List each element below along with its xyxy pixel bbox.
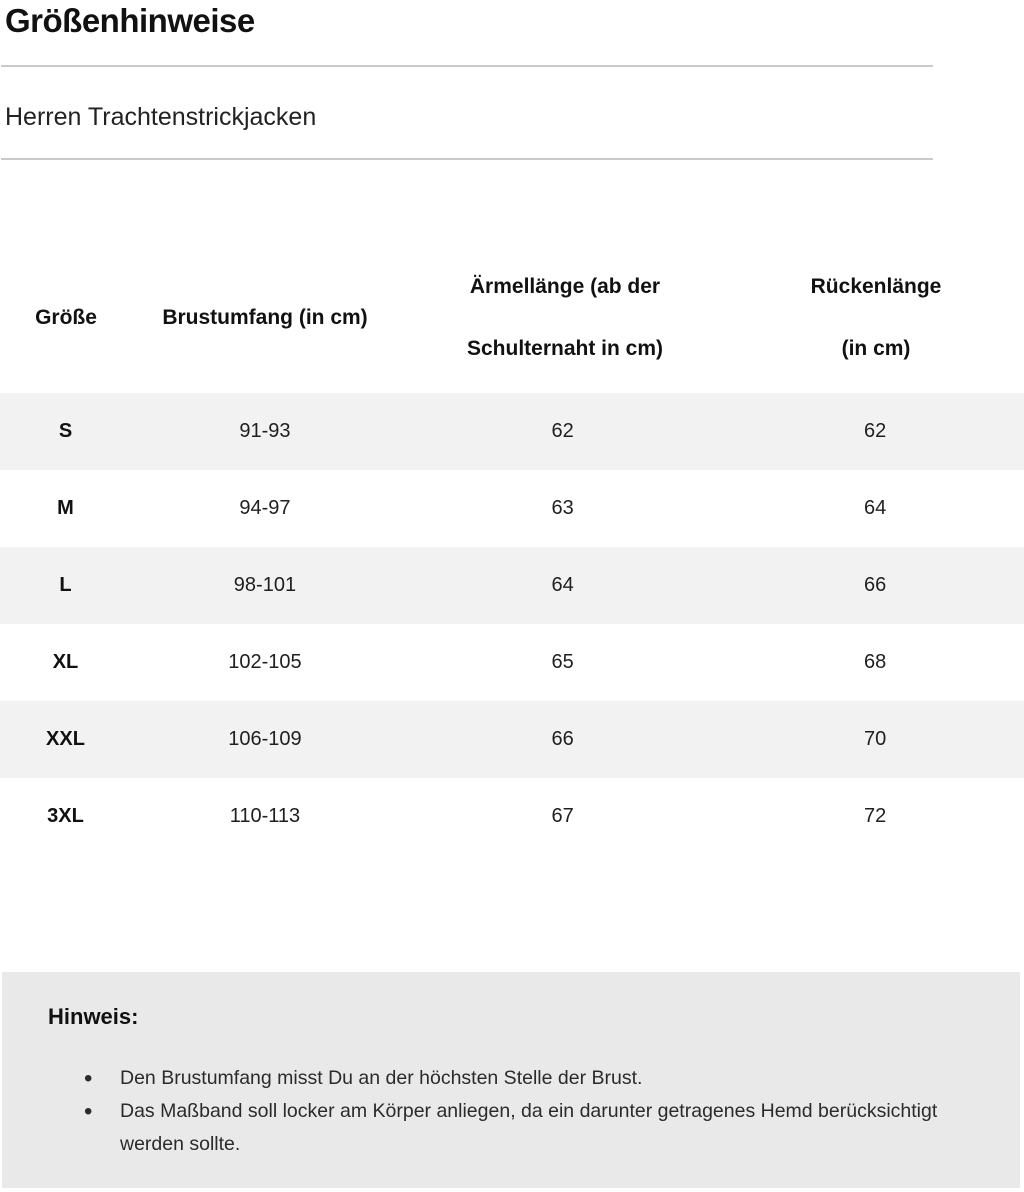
note-box	[2, 972, 1020, 1188]
column-header-back	[726, 256, 1024, 380]
divider-line-subtitle	[1, 158, 933, 160]
size-cell: M	[57, 497, 74, 519]
chest-cell: 110-113	[229, 805, 301, 827]
column-header-sleeve	[400, 256, 730, 380]
sleeve-cell: 64	[551, 574, 574, 596]
back-cell: 72	[864, 805, 887, 827]
back-cell: 68	[864, 651, 887, 673]
chest-cell: 106-109	[228, 728, 302, 750]
column-header-chest	[130, 256, 400, 380]
table-row-s	[0, 393, 1024, 470]
sleeve-cell: 65	[551, 651, 574, 673]
column-header-size-label: Größe	[35, 306, 97, 329]
column-header-back-line2: (in cm)	[841, 337, 911, 360]
chest-cell: 91-93	[239, 420, 291, 442]
column-header-size	[0, 256, 132, 380]
size-cell: L	[59, 574, 72, 596]
back-cell: 62	[864, 420, 887, 442]
column-header-chest-label: Brustumfang (in cm)	[162, 306, 368, 329]
column-header-back-line1: Rückenlänge	[810, 275, 942, 298]
chest-cell: 94-97	[239, 497, 291, 519]
sleeve-cell: 63	[551, 497, 574, 519]
size-cell: S	[58, 420, 73, 442]
divider-line-top	[1, 65, 933, 67]
size-cell: 3XL	[47, 805, 84, 827]
note-heading: Hinweis:	[48, 1004, 139, 1029]
column-header-sleeve-line1: Ärmellänge (ab der	[469, 275, 661, 298]
back-cell: 64	[864, 497, 887, 519]
page-title: Größenhinweise	[5, 2, 255, 39]
chest-cell: 102-105	[228, 651, 302, 673]
note-list	[2, 1062, 982, 1161]
back-cell: 70	[864, 728, 887, 750]
sleeve-cell: 62	[551, 420, 574, 442]
note-bullet-item: • Das Maßband soll locker am Körper anliegen, da ein darunter getragenes Hemd berücksichtigt werden sollte.	[2, 1095, 982, 1161]
table-row-l	[0, 547, 1024, 624]
size-table-body	[0, 393, 1024, 855]
table-row-xl	[0, 624, 1024, 701]
size-cell: XL	[52, 651, 79, 673]
size-cell: XXL	[46, 728, 85, 750]
column-header-sleeve-line2: Schulternaht in cm)	[466, 337, 664, 360]
table-row-3xl	[0, 778, 1024, 855]
note-bullet-item: • Den Brustumfang misst Du an der höchsten Stelle der Brust.	[2, 1062, 982, 1095]
table-row-m	[0, 470, 1024, 547]
sleeve-cell: 66	[551, 728, 574, 750]
chest-cell: 98-101	[233, 574, 297, 596]
sleeve-cell: 67	[551, 805, 574, 827]
table-row-xxl	[0, 701, 1024, 778]
category-subtitle: Herren Trachtenstrickjacken	[5, 103, 317, 131]
back-cell: 66	[864, 574, 887, 596]
